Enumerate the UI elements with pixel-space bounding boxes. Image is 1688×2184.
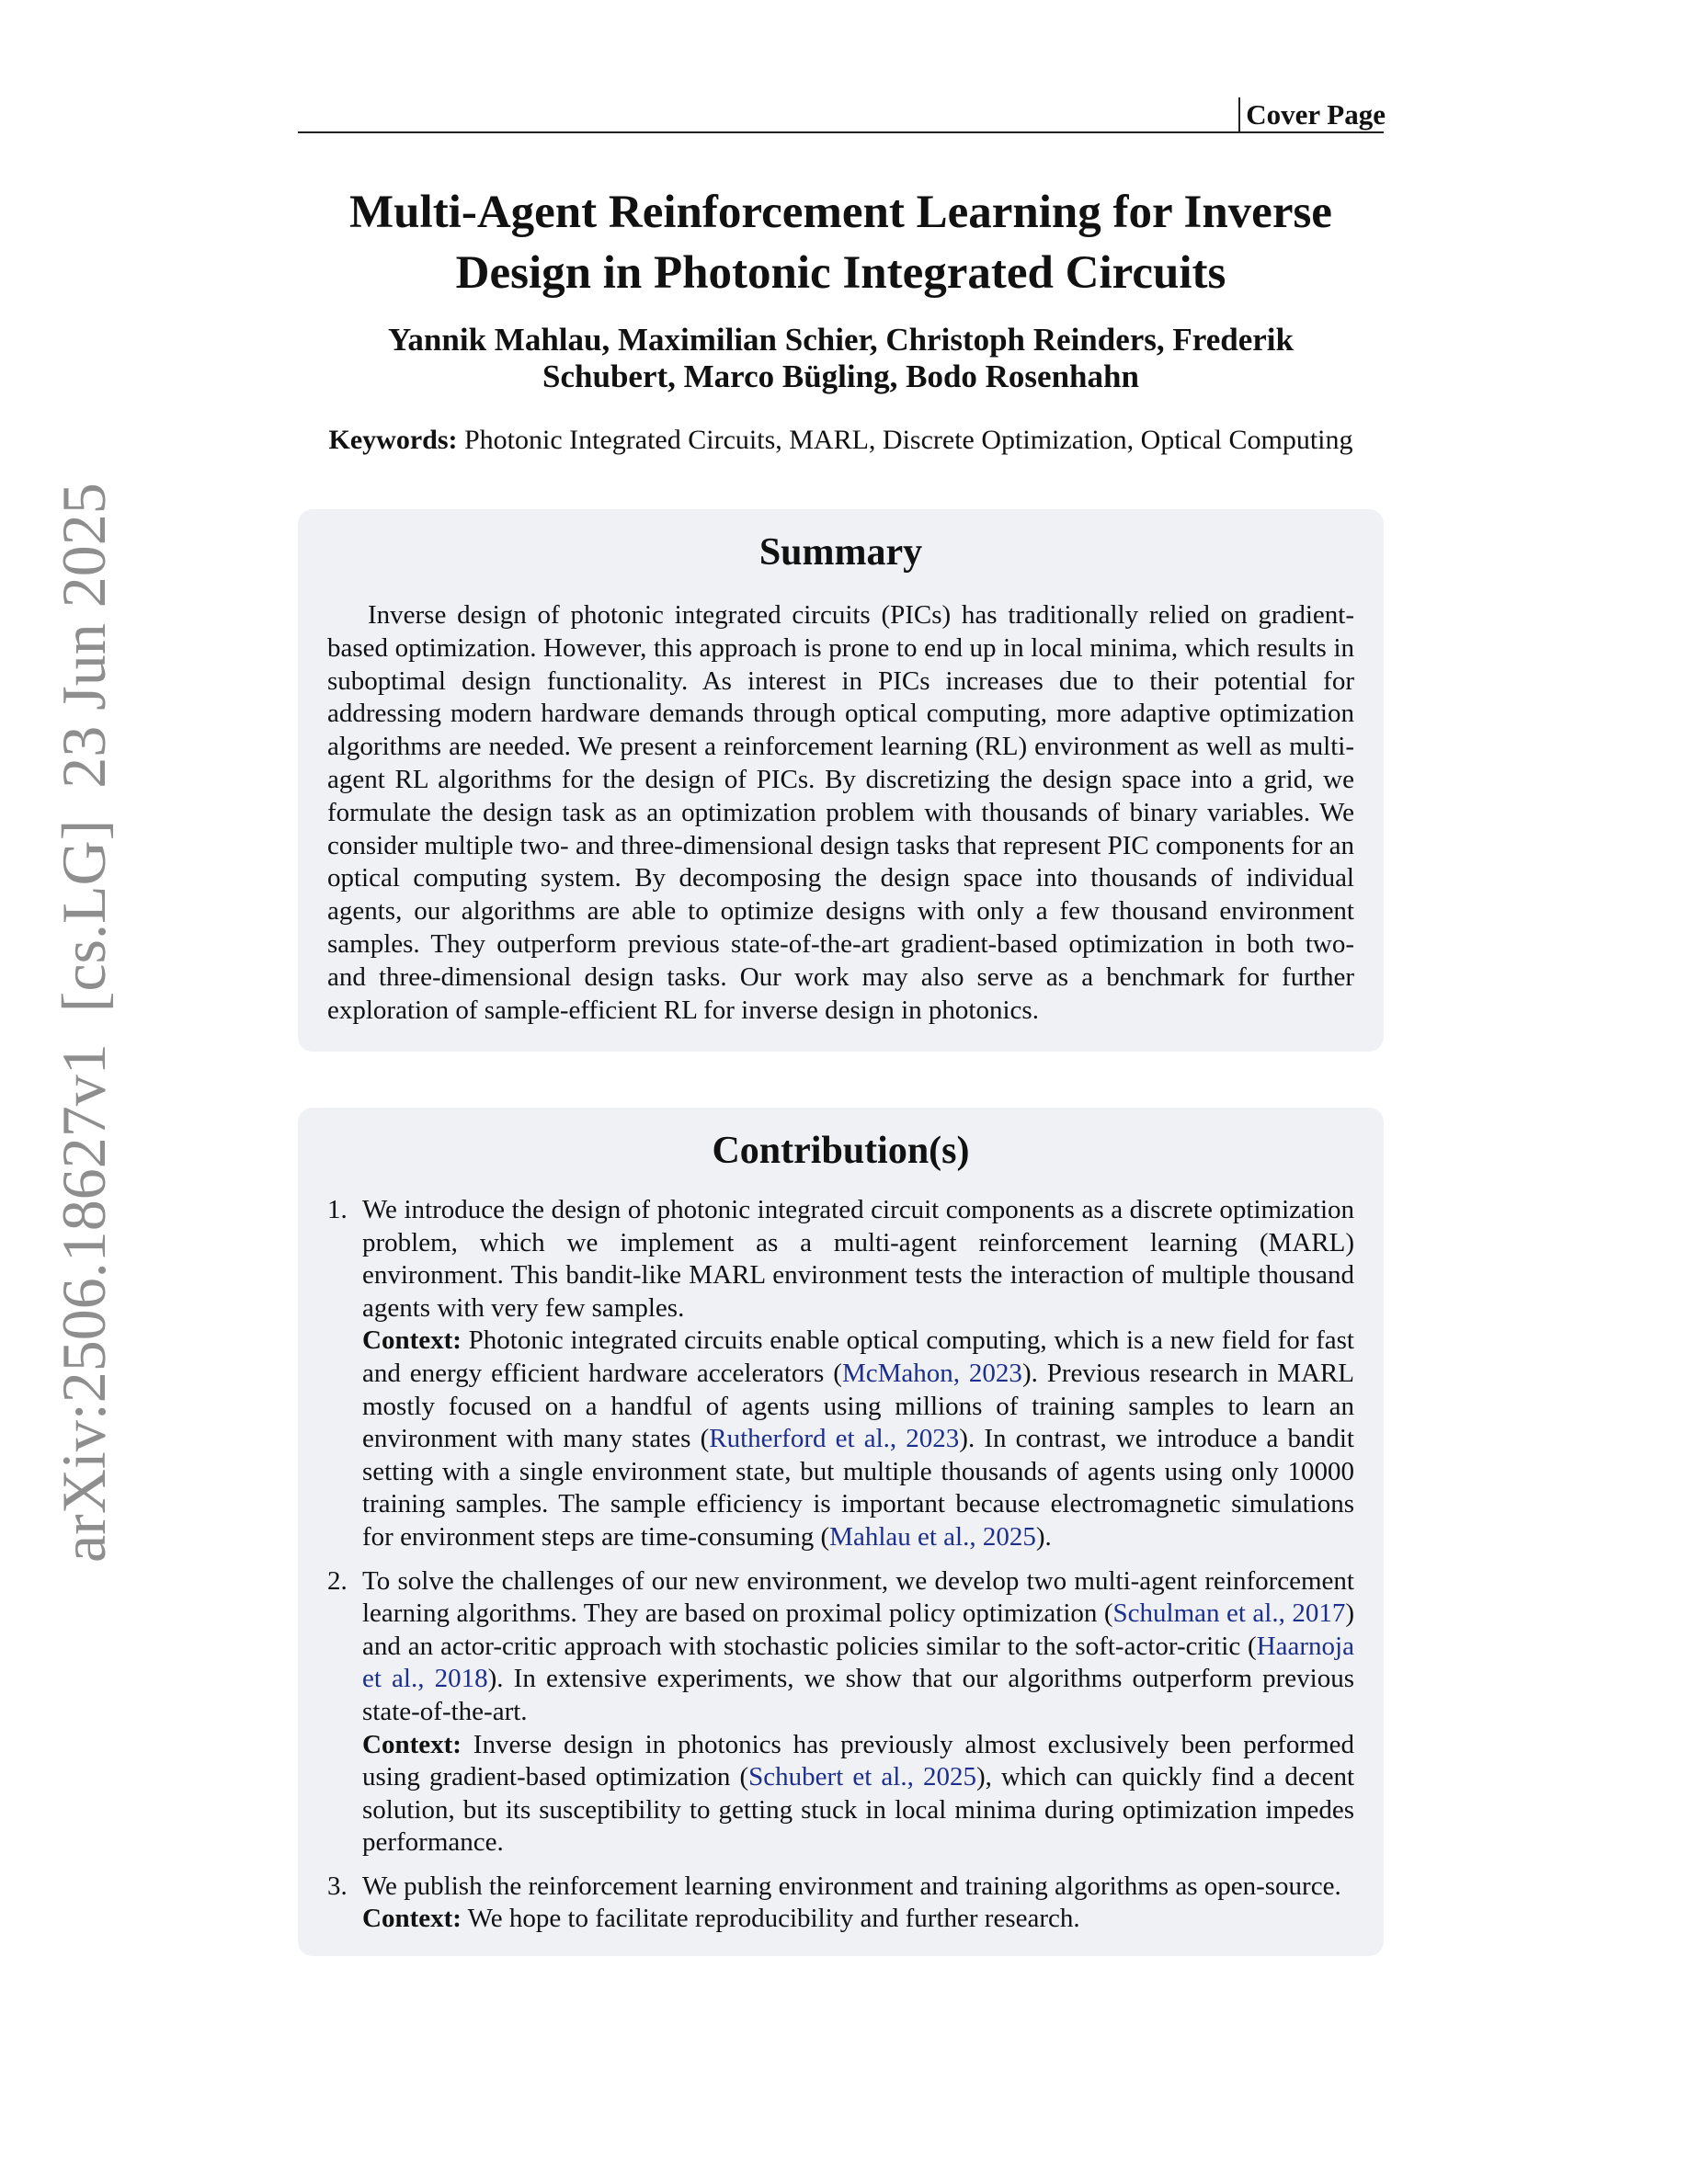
context-text: ), which can quickly find a decent solution, but its susceptibility to getting stuck in local minima during optimization impedes performance. [362, 1762, 1355, 1858]
context-label: Context: [362, 1325, 462, 1356]
keywords-label: Keywords: [328, 425, 458, 455]
contribution-text: To solve the challenges of our new environment, we develop two multi-agent reinforcement learning algorithms. They are based on proximal policy optimization ( [362, 1565, 1354, 1629]
header-rule [298, 131, 1384, 133]
keywords-text: Photonic Integrated Circuits, MARL, Discrete Optimization, Optical Computing [463, 425, 1353, 455]
contribution-number: 1. [327, 1195, 348, 1224]
contribution-item-1 [327, 1194, 1354, 1554]
summary-box [298, 509, 1384, 1052]
context-text: ). Previous research in MARL mostly focused on a handful of agents using millions of training samples to learn an environment with many states ( [362, 1358, 1354, 1454]
contributions-list [327, 1194, 1354, 1936]
contribution-item-2 [327, 1565, 1354, 1860]
contribution-number: 2. [327, 1565, 348, 1596]
context-text: ). [1035, 1521, 1052, 1552]
contribution-context [362, 1729, 1354, 1860]
contribution-item-3 [327, 1871, 1354, 1936]
context-text: Photonic integrated circuits enable optical computing, which is a new field for fast and energy efficient hardware accelerators ( [362, 1325, 1354, 1388]
contribution-text: ). In extensive experiments, we show that our algorithms outperform previous state-of-the-art. [362, 1664, 1355, 1726]
summary-text: Inverse design of photonic integrated circuits (PICs) has traditionally relied on gradient-based optimization. However, this approach is prone to end up in local minima, which results in suboptimal design functionality. As interest in PICs increases due to their potential for addressing modern hardware demands through optical computing, more adaptive optimization algorithms are needed. We present a reinforcement learning (RL) environment as well as multi-agent RL algorithms for the design of PICs. By discretizing the design space into a grid, we formulate the design task as an optimization problem with thousands of binary variables. We consider multiple two- and three-dimensional design tasks that represent PIC components for an optical computing system. By decomposing the design space into thousands of individual agents, our algorithms are able to optimize designs with only a few thousand environment samples. They outperform previous state-of-the-art gradient-based optimization in both two- and three-dimensional design tasks. Our work may also serve as a benchmark for further exploration of sample-efficient RL for inverse design in photonics. [327, 600, 1354, 1025]
context-text: We hope to facilitate reproducibility and further research. [461, 1904, 1080, 1934]
contribution-context [362, 1903, 1354, 1936]
paper-title [298, 182, 1384, 303]
citation-link[interactable]: Schulman et al., 2017 [1112, 1598, 1346, 1629]
citation-link[interactable]: Schubert et al., 2025 [748, 1762, 976, 1792]
cover-page-label: Cover Page [1238, 97, 1386, 132]
contribution-text: ) and an actor-critic approach with stochastic policies similar to the soft-actor-critic ( [362, 1598, 1354, 1661]
title-line-1: Multi-Agent Reinforcement Learning for Inverse [349, 187, 1332, 238]
contribution-text: We publish the reinforcement learning environment and training algorithms as open-source. [362, 1871, 1341, 1901]
title-line-2: Design in Photonic Integrated Circuits [455, 247, 1226, 299]
context-text: Inverse design in photonics has previously almost exclusively been performed using gradient-based optimization ( [362, 1729, 1354, 1792]
citation-link[interactable]: McMahon, 2023 [841, 1358, 1022, 1388]
contribution-text: We introduce the design of photonic integrated circuit components as a discrete optimization problem, which we implement as a multi-agent reinforcement learning (MARL) environment. This bandit-like MARL environment tests the interaction of multiple thousand agents with very few samples. [362, 1195, 1354, 1323]
arxiv-side-stamp: arXiv:2506.18627v1 [cs.LG] 23 Jun 2025 [49, 483, 119, 1563]
contributions-heading: Contribution(s) [712, 1130, 970, 1172]
context-text: ). In contrast, we introduce a bandit setting with a single environment state, but multiple thousands of agents using only 10000 training samples. The sample efficiency is important because electromagnetic simulations for environment steps are time-consuming ( [362, 1424, 1354, 1552]
authors-line-2: Schubert, Marco Bügling, Bodo Rosenhahn [542, 358, 1139, 394]
contribution-number: 3. [327, 1871, 348, 1901]
contributions-box [298, 1108, 1384, 1956]
summary-heading: Summary [758, 531, 923, 574]
citation-link[interactable]: Haarnoja et al., 2018 [362, 1631, 1354, 1694]
citation-link[interactable]: Mahlau et al., 2025 [829, 1521, 1036, 1552]
context-label: Context: [362, 1904, 462, 1934]
author-list [298, 322, 1384, 395]
keywords [298, 422, 1384, 459]
contribution-context [362, 1325, 1354, 1553]
citation-link[interactable]: Rutherford et al., 2023 [709, 1424, 960, 1454]
authors-line-1: Yannik Mahlau, Maximilian Schier, Christoph Reinders, Frederik [388, 322, 1294, 358]
context-label: Context: [362, 1729, 462, 1759]
